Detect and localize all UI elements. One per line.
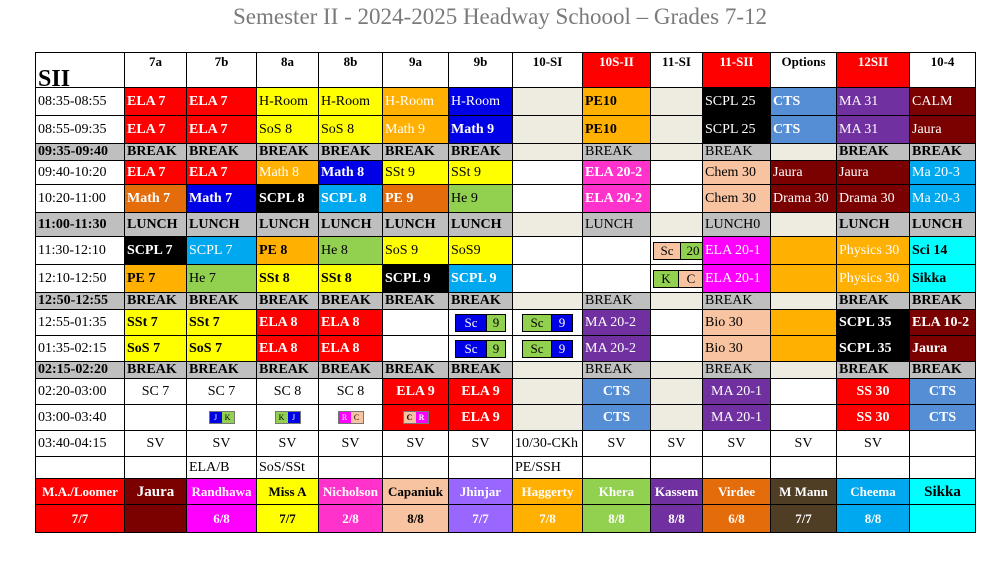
class-cell: LUNCH [910,213,976,237]
class-cell [513,336,583,362]
sc-9-split: Sc 9 [522,314,573,332]
class-cell: SSt 8 [319,265,383,293]
class-cell [513,405,583,431]
class-cell: SV [703,431,771,457]
teacher-name: Virdee [703,479,771,505]
class-cell [513,161,583,185]
class-cell: Math 8 [257,161,319,185]
class-cell [187,405,257,431]
period-row [36,293,976,310]
class-cell: H-Room [257,88,319,116]
class-cell [383,336,449,362]
class-cell: ELA 8 [319,310,383,336]
class-cell [513,293,583,310]
class-cell: Sci 14 [910,237,976,265]
class-cell [651,310,703,336]
class-cell: Bio 30 [703,310,771,336]
class-cell [651,185,703,213]
class-cell [651,457,703,479]
class-cell: MA 20-1 [703,379,771,405]
class-cell: He 9 [449,185,513,213]
sc-20-split: Sc 20 [653,242,703,260]
class-cell: SCPL 35 [837,310,910,336]
class-cell: LUNCH [125,213,187,237]
teacher-name: Haggerty [513,479,583,505]
teacher-ratio [910,505,976,533]
class-cell: H-Room [383,88,449,116]
class-cell: ELA 7 [125,116,187,144]
period-row [36,362,976,379]
period-row [36,144,976,161]
class-cell [513,116,583,144]
k-j-mini: K J [275,411,301,424]
column-header: 9a [383,53,449,88]
class-cell [583,265,651,293]
class-cell: CTS [910,405,976,431]
class-cell: Sikka [910,265,976,293]
class-cell: BREAK [583,293,651,310]
class-cell: SV [651,431,703,457]
class-cell [651,237,703,265]
class-cell [319,457,383,479]
class-cell: BREAK [910,362,976,379]
period-row [36,213,976,237]
class-cell: MA 20-2 [583,336,651,362]
class-cell: BREAK [837,293,910,310]
class-cell: Ma 20-3 [910,161,976,185]
class-cell [125,457,187,479]
class-cell: BREAK [319,293,383,310]
class-cell: SCPL 7 [187,237,257,265]
class-cell: LUNCH [257,213,319,237]
class-cell: Drama 30 [837,185,910,213]
column-header: 12SII [837,53,910,88]
class-cell: LUNCH [383,213,449,237]
class-cell: ELA 10-2 [910,310,976,336]
class-cell [449,336,513,362]
class-cell [703,457,771,479]
period-time: 11:30-12:10 [36,237,125,265]
class-cell [771,362,837,379]
teacher-ratio: 7/8 [513,505,583,533]
teacher-name: Kassem [651,479,703,505]
class-cell: CTS [583,379,651,405]
teacher-name: Jhinjar [449,479,513,505]
class-cell: Math 8 [319,161,383,185]
class-cell: ELA 7 [187,161,257,185]
class-cell: SSt 9 [449,161,513,185]
r-c-mini: R C [338,411,364,424]
teacher-name: M.A./Loomer [36,479,125,505]
period-time: 02:20-03:00 [36,379,125,405]
class-cell [910,457,976,479]
class-cell: PE10 [583,116,651,144]
class-cell: BREAK [125,362,187,379]
class-cell: SoS9 [449,237,513,265]
class-cell: BREAK [319,362,383,379]
class-cell: SV [383,431,449,457]
class-cell: SV [257,431,319,457]
period-time: 03:00-03:40 [36,405,125,431]
class-cell: SC 8 [319,379,383,405]
class-cell: CTS [910,379,976,405]
class-cell [771,293,837,310]
class-cell: PE/SSH [513,457,583,479]
class-cell [651,405,703,431]
teacher-ratio: 7/7 [449,505,513,533]
class-cell: MA 20-1 [703,405,771,431]
class-cell: SV [125,431,187,457]
class-cell [449,457,513,479]
period-time: 08:35-08:55 [36,88,125,116]
class-cell [125,405,187,431]
period-row [36,265,976,293]
class-cell: SoS 9 [383,237,449,265]
class-cell [771,336,837,362]
teacher-ratio: 8/8 [583,505,651,533]
class-cell: CALM [910,88,976,116]
class-cell: CTS [771,88,837,116]
teacher-ratio: 7/7 [257,505,319,533]
class-cell: SCPL 25 [703,116,771,144]
class-cell: ELA/B [187,457,257,479]
class-cell: Physics 30 [837,265,910,293]
column-header: Options [771,53,837,88]
class-cell: BREAK [187,362,257,379]
class-cell: Ma 20-3 [910,185,976,213]
class-cell: BREAK [703,144,771,161]
class-cell [651,116,703,144]
c-r-mini: C R [403,411,429,424]
class-cell: BREAK [449,362,513,379]
column-header: 10-SI [513,53,583,88]
column-header: 9b [449,53,513,88]
class-cell: Math 9 [383,116,449,144]
class-cell: Jaura [837,161,910,185]
class-cell: PE10 [583,88,651,116]
j-k-mini: J K [209,411,235,424]
k-c-split: K C [653,270,703,288]
class-cell: LUNCH0 [703,213,771,237]
class-cell [513,185,583,213]
class-cell: BREAK [383,362,449,379]
class-cell: LUNCH [449,213,513,237]
class-cell [513,379,583,405]
period-time [36,457,125,479]
period-row [36,431,976,457]
class-cell [513,237,583,265]
teacher-name: Khera [583,479,651,505]
class-cell: PE 9 [383,185,449,213]
class-cell: SCPL 9 [449,265,513,293]
class-cell: PE 7 [125,265,187,293]
period-time: 10:20-11:00 [36,185,125,213]
class-cell: BREAK [257,293,319,310]
class-cell: MA 31 [837,116,910,144]
class-cell: Bio 30 [703,336,771,362]
class-cell: SV [449,431,513,457]
column-header: 10-4 [910,53,976,88]
class-cell: SS 30 [837,379,910,405]
teacher-name: Randhawa [187,479,257,505]
class-cell: BREAK [383,144,449,161]
class-cell: SCPL 25 [703,88,771,116]
class-cell [651,213,703,237]
teacher-ratio: 6/8 [187,505,257,533]
class-cell: CTS [583,405,651,431]
class-cell: SCPL 35 [837,336,910,362]
column-header: 7a [125,53,187,88]
class-cell: CTS [771,116,837,144]
class-cell: SCPL 8 [257,185,319,213]
class-cell: SCPL 8 [319,185,383,213]
class-cell [583,457,651,479]
teacher-name: Jaura [125,479,187,505]
class-cell [771,310,837,336]
period-time: 09:35-09:40 [36,144,125,161]
class-cell: SoS 8 [319,116,383,144]
class-cell: SSt 7 [125,310,187,336]
class-cell: He 7 [187,265,257,293]
class-cell [651,88,703,116]
class-cell: Math 7 [125,185,187,213]
class-cell: LUNCH [187,213,257,237]
class-cell: SSt 7 [187,310,257,336]
class-cell: SS 30 [837,405,910,431]
timetable [35,52,976,533]
class-cell [771,144,837,161]
class-cell [651,336,703,362]
teacher-ratio: 8/8 [383,505,449,533]
class-cell: BREAK [449,293,513,310]
class-cell: BREAK [583,144,651,161]
class-cell: ELA 7 [187,116,257,144]
class-cell [383,405,449,431]
class-cell [513,213,583,237]
period-time: 09:40-10:20 [36,161,125,185]
class-cell: LUNCH [837,213,910,237]
class-cell: SV [837,431,910,457]
teacher-name: Miss A [257,479,319,505]
class-cell: H-Room [449,88,513,116]
class-cell [449,310,513,336]
class-cell: ELA 9 [383,379,449,405]
class-cell: Jaura [910,116,976,144]
class-cell: H-Room [319,88,383,116]
period-time: 12:55-01:35 [36,310,125,336]
class-cell [771,405,837,431]
period-row [36,405,976,431]
class-cell [513,265,583,293]
class-cell: ELA 7 [125,161,187,185]
teacher-name: Sikka [910,479,976,505]
teacher-name: M Mann [771,479,837,505]
class-cell [651,362,703,379]
column-header: 10S-II [583,53,651,88]
teacher-ratio: 2/8 [319,505,383,533]
class-cell: Jaura [771,161,837,185]
teacher-name: Capaniuk [383,479,449,505]
class-cell: ELA 20-2 [583,185,651,213]
sc-9-split: Sc 9 [455,314,506,332]
period-time: 08:55-09:35 [36,116,125,144]
semester-label: SII [36,53,125,88]
column-header: 11-SII [703,53,771,88]
class-cell: SoS 7 [187,336,257,362]
class-cell: LUNCH [583,213,651,237]
class-cell [513,362,583,379]
period-row [36,379,976,405]
class-cell [319,405,383,431]
teacher-ratio: 8/8 [837,505,910,533]
class-cell: Physics 30 [837,237,910,265]
class-cell [771,379,837,405]
class-cell [651,293,703,310]
class-cell [383,457,449,479]
sc-9-split: Sc 9 [522,340,573,358]
period-time: 11:00-11:30 [36,213,125,237]
class-cell: MA 31 [837,88,910,116]
teacher-name: Cheema [837,479,910,505]
period-row [36,116,976,144]
class-cell: SSt 8 [257,265,319,293]
class-cell [513,144,583,161]
class-cell: Drama 30 [771,185,837,213]
sc-9-split: Sc 9 [455,340,506,358]
period-row [36,336,976,362]
class-cell [910,431,976,457]
class-cell: SoS 8 [257,116,319,144]
class-cell: SoS 7 [125,336,187,362]
class-cell: ELA 20-2 [583,161,651,185]
period-time: 12:10-12:50 [36,265,125,293]
class-cell: MA 20-2 [583,310,651,336]
class-cell: Math 9 [449,116,513,144]
class-cell: BREAK [187,144,257,161]
class-cell: Chem 30 [703,161,771,185]
class-cell: ELA 9 [449,379,513,405]
class-cell: ELA 7 [187,88,257,116]
class-cell: SV [771,431,837,457]
period-time: 03:40-04:15 [36,431,125,457]
header-row [36,53,976,88]
class-cell: BREAK [257,362,319,379]
class-cell: BREAK [319,144,383,161]
class-cell: BREAK [837,144,910,161]
class-cell [771,213,837,237]
class-cell: ELA 7 [125,88,187,116]
class-cell [651,379,703,405]
class-cell: SC 8 [257,379,319,405]
class-cell: BREAK [125,144,187,161]
class-cell [513,310,583,336]
class-cell: BREAK [449,144,513,161]
period-time: 01:35-02:15 [36,336,125,362]
class-cell: SC 7 [125,379,187,405]
ratio-row [36,505,976,533]
period-time: 02:15-02:20 [36,362,125,379]
period-row [36,237,976,265]
class-cell: Math 7 [187,185,257,213]
column-header: 8b [319,53,383,88]
class-cell: BREAK [910,293,976,310]
class-cell: ELA 9 [449,405,513,431]
class-cell: PE 8 [257,237,319,265]
class-cell: SCPL 7 [125,237,187,265]
class-cell: SV [583,431,651,457]
class-cell: SC 7 [187,379,257,405]
class-cell: SoS/SSt [257,457,319,479]
class-cell: LUNCH [319,213,383,237]
class-cell: BREAK [125,293,187,310]
class-cell: BREAK [703,362,771,379]
period-row [36,457,976,479]
class-cell: BREAK [837,362,910,379]
period-row [36,185,976,213]
teacher-ratio: 6/8 [703,505,771,533]
class-cell: BREAK [583,362,651,379]
teacher-ratio [125,505,187,533]
class-cell [771,265,837,293]
class-cell [651,161,703,185]
class-cell: SCPL 9 [383,265,449,293]
teacher-ratio: 8/8 [651,505,703,533]
teacher-row [36,479,976,505]
class-cell: BREAK [910,144,976,161]
page-title: Semester II - 2024-2025 Headway Schoool – Grades 7-12 [233,4,767,29]
class-cell: SV [187,431,257,457]
teacher-name: Nicholson [319,479,383,505]
class-cell [651,265,703,293]
class-cell: Chem 30 [703,185,771,213]
period-row [36,310,976,336]
teacher-ratio: 7/7 [36,505,125,533]
class-cell: ELA 20-1 [703,265,771,293]
column-header: 11-SI [651,53,703,88]
class-cell: BREAK [703,293,771,310]
class-cell [651,144,703,161]
class-cell: He 8 [319,237,383,265]
class-cell: Jaura [910,336,976,362]
teacher-ratio: 7/7 [771,505,837,533]
class-cell: ELA 8 [319,336,383,362]
class-cell [513,88,583,116]
period-time: 12:50-12:55 [36,293,125,310]
class-cell: ELA 8 [257,336,319,362]
class-cell [583,237,651,265]
period-row [36,88,976,116]
class-cell: SV [319,431,383,457]
class-cell: BREAK [383,293,449,310]
class-cell [257,405,319,431]
class-cell [771,457,837,479]
column-header: 7b [187,53,257,88]
period-row [36,161,976,185]
class-cell: BREAK [257,144,319,161]
class-cell: BREAK [187,293,257,310]
class-cell: ELA 8 [257,310,319,336]
class-cell: 10/30-CKh [513,431,583,457]
class-cell: ELA 20-1 [703,237,771,265]
class-cell [837,457,910,479]
class-cell [383,310,449,336]
class-cell [771,237,837,265]
class-cell: SSt 9 [383,161,449,185]
column-header: 8a [257,53,319,88]
